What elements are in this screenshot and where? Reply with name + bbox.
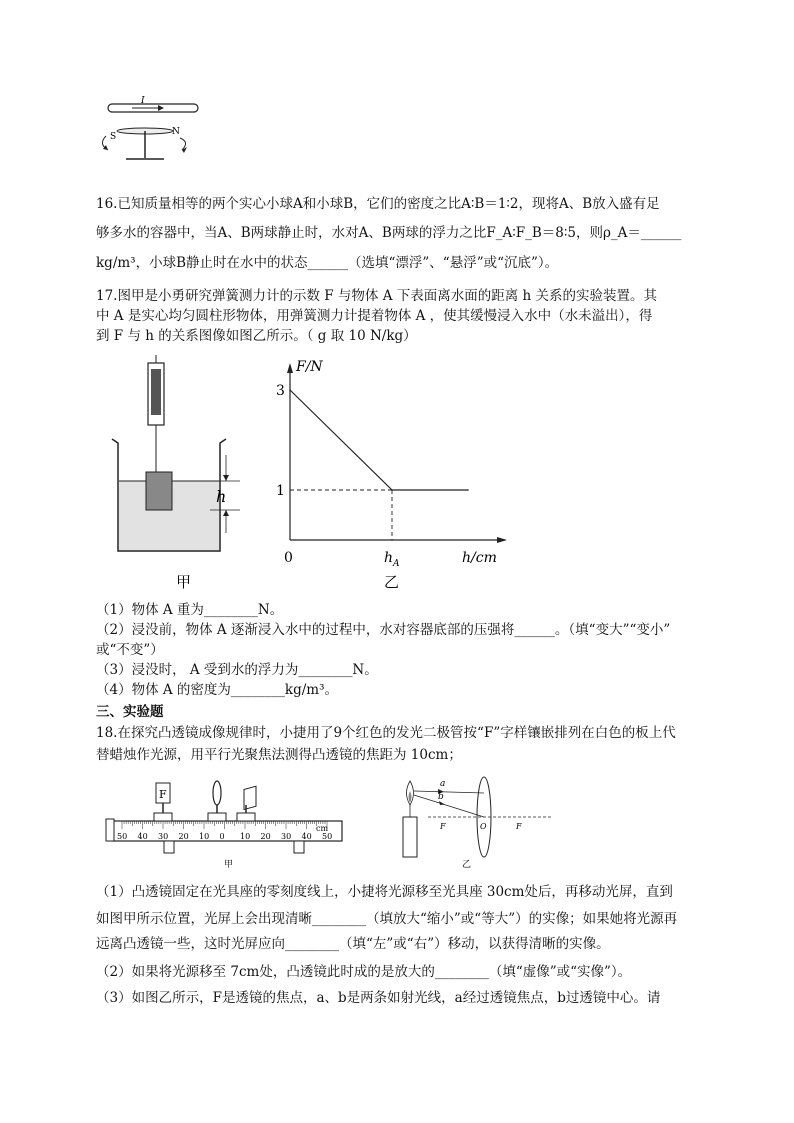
- y-tick-label: 3: [276, 383, 285, 399]
- data-point-0: [289, 389, 291, 391]
- optical-bench-figure: [104, 775, 354, 875]
- scale-label: 30: [281, 832, 292, 841]
- bench-unit: cm: [316, 824, 329, 833]
- y-tick-label: 1: [276, 483, 285, 499]
- focus-right-label: F: [516, 822, 522, 831]
- lens-ray-figure: [392, 775, 562, 875]
- scale-label: 20: [260, 832, 271, 841]
- y-axis-label: F/N: [296, 359, 323, 375]
- q17-sub2b: 或“不变”）: [96, 642, 164, 658]
- q17-sub4: （4）物体 A 的密度为________kg/m³。: [96, 682, 339, 698]
- x-axis-label: h/cm: [462, 550, 497, 566]
- chart-caption: 乙: [384, 573, 400, 591]
- x-tick-label: $h_A$: [384, 550, 400, 569]
- series-line: [290, 390, 468, 490]
- q17-line3: 到 F 与 h 的关系图像如图乙所示。（ g 取 10 N/kg）: [96, 328, 417, 344]
- rotation-arrow-right: [180, 138, 186, 150]
- scale-label: 20: [178, 832, 189, 841]
- f-h-chart: [270, 355, 530, 595]
- ray-b: [414, 795, 484, 817]
- q16-line3: kg/m³，小球B静止时在水中的状态______（选填“漂浮”、“悬浮”或“沉底”）。: [96, 255, 559, 271]
- q18-line1: 18.在探究凸透镜成像规律时，小捷用了9个红色的发光二极管按“F”字样镶嵌排列在白色的板上代: [96, 725, 676, 741]
- q18-sub1c: 远离凸透镜一些，这时光屏应向________（填“左”或“右”）移动，以获得清晰的实像。: [96, 936, 610, 952]
- x-tick-label: 0: [284, 550, 293, 566]
- convex-lens: [213, 781, 221, 805]
- q17-sub2: （2）浸没前，物体 A 逐渐浸入水中的过程中，水对容器底部的压强将______。（填“变大”“变小”: [96, 622, 671, 638]
- current-label: I: [141, 96, 145, 106]
- scale-label: 50: [117, 832, 128, 841]
- cylinder-A: [146, 472, 172, 510]
- data-point-2: [467, 489, 469, 491]
- scale-label: 10: [199, 832, 210, 841]
- scale-label: 0: [219, 832, 225, 841]
- bench-caption: 甲: [224, 860, 234, 870]
- q18-sub2: （2）如果将光源移至 7cm处，凸透镜此时成的是放大的________（填“虚像”或“实像”）。: [96, 964, 632, 980]
- spring-scale-beaker-figure: [100, 355, 260, 595]
- q17-line2: 中 A 是实心均匀圆柱形物体，用弹簧测力计提着物体 A ，使其缓慢浸入水中（水未溢出），得: [96, 308, 653, 324]
- section-title: 三、实验题: [96, 704, 164, 720]
- q18-sub1b: 如图甲所示位置，光屏上会出现清晰________（填放大“缩小”或“等大”）的实像；如果她将光源再: [96, 911, 678, 927]
- q17-sub1: （1）物体 A 重为________N。: [96, 602, 284, 618]
- ray-a: [414, 791, 484, 793]
- q18-sub1a: （1）凸透镜固定在光具座的零刻度线上，小捷将光源移至光具座 30cm处后，再移动光屏，直到: [96, 884, 673, 900]
- south-pole-label: S: [110, 132, 117, 142]
- candle: [403, 817, 417, 857]
- optical-center-label: O: [480, 822, 487, 831]
- fig-jia-caption: 甲: [176, 573, 192, 591]
- q16-line1: 16.已知质量相等的两个实心小球A和小球B，它们的密度之比A∶B＝1∶2，现将A、B放入盛有足: [96, 196, 660, 212]
- q17-sub3: （3）浸没时， A 受到水的浮力为________N。: [96, 662, 378, 678]
- compass-wire-figure: [92, 92, 212, 172]
- focus-left-label: F: [440, 822, 446, 831]
- q16-line2: 够多水的容器中，当A、B两球静止时，水对A、B两球的浮力之比F_A∶F_B＝8∶5，则ρ_A＝______: [96, 225, 682, 241]
- q18-line2: 替蜡烛作光源，用平行光聚焦法测得凸透镜的焦距为 10cm；: [96, 747, 462, 763]
- lens-caption: 乙: [462, 860, 472, 870]
- north-pole-label: N: [172, 127, 180, 137]
- scale-label: 50: [322, 832, 333, 841]
- scale-label: 10: [240, 832, 251, 841]
- q17-line1: 17.图甲是小勇研究弹簧测力计的示数 F 与物体 A 下表面离水面的距离 h 关系的实验装置。其: [96, 288, 658, 304]
- light-source-label: F: [159, 788, 167, 801]
- ray-b-label: b: [438, 792, 444, 802]
- scale-label: 40: [137, 832, 148, 841]
- x-axis-arrow: [497, 537, 507, 543]
- h-label: h: [216, 487, 227, 506]
- scale-label: 40: [301, 832, 312, 841]
- scale-label: 30: [158, 832, 169, 841]
- y-axis-arrow: [287, 363, 293, 373]
- ray-a-label: a: [440, 779, 446, 789]
- q18-sub3: （3）如图乙所示，F是透镜的焦点，a、b是两条如射光线，a经过透镜焦点，b过透镜中心。请: [96, 990, 661, 1006]
